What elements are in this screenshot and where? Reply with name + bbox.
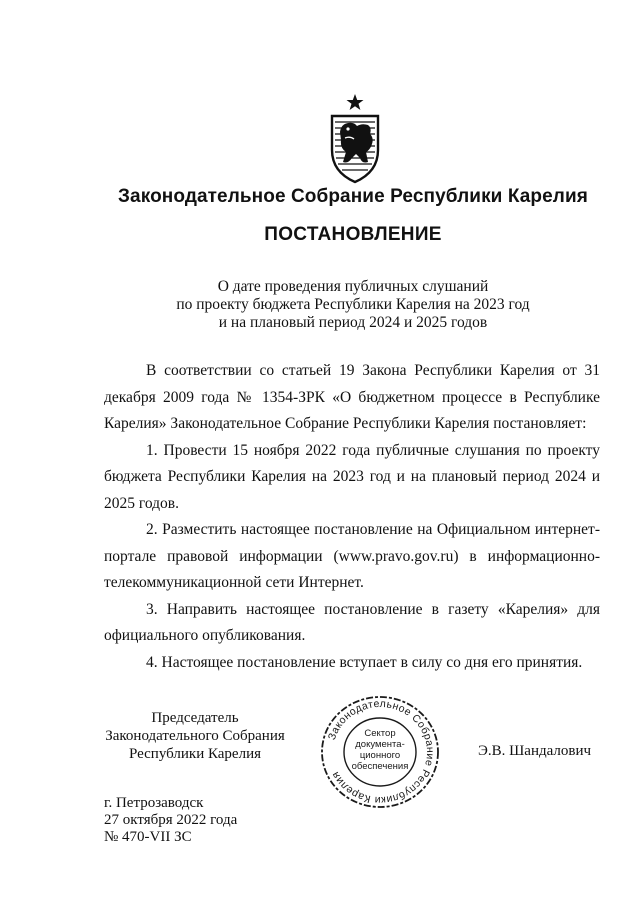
document-subject — [120, 278, 586, 332]
resolution-item: 3. Направить настоящее постановление в газету «Карелия» для официального опубликования. — [104, 600, 600, 644]
seal-ring-text: Законодательное Собрание Республики Карелия — [325, 697, 437, 807]
signatory-name: Э.В. Шандалович — [478, 743, 592, 759]
position-line: Законодательного Собрания — [105, 728, 285, 744]
signatory-position — [98, 709, 292, 763]
position-line: Республики Карелия — [128, 746, 262, 762]
document-body — [104, 358, 600, 676]
place-of-signing: г. Петрозаводск — [104, 795, 204, 811]
position-line: Председатель — [151, 710, 239, 726]
document-date: 27 октября 2022 года — [104, 812, 238, 828]
subject-line: и на плановый период 2024 и 2025 годов — [218, 314, 488, 331]
karelia-coat-of-arms-icon — [326, 92, 384, 184]
document-footer — [104, 795, 237, 846]
subject-line: О дате проведения публичных слушаний — [217, 278, 489, 295]
resolution-item: 2. Разместить настоящее постановление на Официальном интернет-портале правовой информации (www.pravo.gov.ru) в информационно-телекоммуникационной сети Интернет. — [104, 521, 600, 591]
seal-inner-line: обеспечения — [351, 761, 409, 772]
seal-inner-line: ционного — [359, 750, 401, 761]
seal-inner-line: документа- — [355, 739, 405, 750]
round-seal-icon — [315, 693, 445, 811]
seal-inner-line: Сектор — [364, 728, 396, 739]
document-number: № 470-VII ЗС — [104, 829, 192, 845]
preamble-paragraph: В соответствии со статьей 19 Закона Республики Карелия от 31 декабря 2009 года № 1354-ЗРК «О бюджетном процессе в Республике Карелия» Законодательное Собрание Республики Карелия постановляет: — [104, 362, 600, 432]
resolution-item: 1. Провести 15 ноября 2022 года публичные слушания по проекту бюджета Республики Карелия на 2023 год и на плановый период 2024 и 2025 годов. — [104, 441, 600, 512]
document-type-heading: ПОСТАНОВЛЕНИЕ — [264, 224, 442, 245]
subject-line: по проекту бюджета Республики Карелия на 2023 год — [176, 296, 530, 313]
organization-title: Законодательное Собрание Республики Карелия — [118, 186, 588, 207]
resolution-item: 4. Настоящее постановление вступает в силу со дня его принятия. — [146, 653, 583, 671]
